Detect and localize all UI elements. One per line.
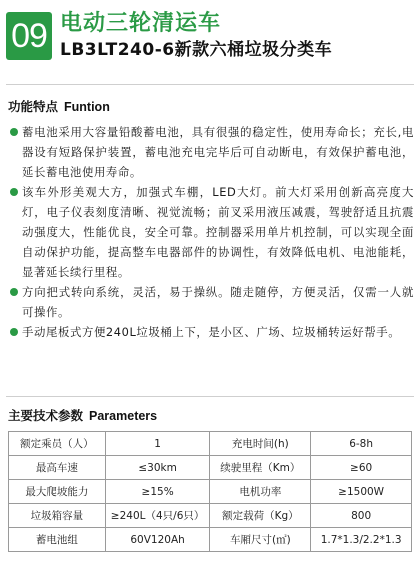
feature-text: 手动尾板式方便240L垃圾桶上下，是小区、广场、垃圾桶转运好帮手。 xyxy=(22,325,401,339)
divider xyxy=(6,84,414,85)
param-label: 续驶里程（Km） xyxy=(210,456,311,480)
feature-item xyxy=(10,182,414,282)
table-row xyxy=(9,480,412,504)
features-list xyxy=(10,122,414,342)
param-label: 最大爬坡能力 xyxy=(9,480,106,504)
param-label: 额定乘员（人） xyxy=(9,432,106,456)
param-label: 蓄电池组 xyxy=(9,528,106,552)
param-value: ≤30km xyxy=(105,456,210,480)
features-heading xyxy=(8,99,110,115)
feature-item xyxy=(10,122,414,182)
bullet-icon xyxy=(10,288,18,296)
param-label: 垃圾箱容量 xyxy=(9,504,106,528)
param-label: 车厢尺寸(㎡) xyxy=(210,528,311,552)
table-row xyxy=(9,432,412,456)
param-value: 1.7*1.3/2.2*1.3 xyxy=(311,528,412,552)
param-value: 6-8h xyxy=(311,432,412,456)
feature-item xyxy=(10,282,414,322)
bullet-icon xyxy=(10,128,18,136)
header xyxy=(6,8,414,64)
param-value: 60V120Ah xyxy=(105,528,210,552)
param-label: 充电时间(h) xyxy=(210,432,311,456)
params-heading-en: Parameters xyxy=(89,409,158,423)
page-title: 电动三轮清运车 xyxy=(60,11,222,36)
feature-text: 该车外形美观大方，加强式车棚，LED大灯。前大灯采用创新高亮度大灯，电子仪表刻度清晰、视觉流畅；前叉采用液压减震，驾驶舒适且抗震动强度大，性能优良，安全可靠。控制器采用单片机控制，可以实现全面自动保护功能，提高整车电器部件的协调性，有效降低电机、电池能耗，显著延长续行里程。 xyxy=(22,185,414,279)
table-row xyxy=(9,528,412,552)
bullet-icon xyxy=(10,188,18,196)
feature-item xyxy=(10,322,414,342)
model-title: LB3LT240-6新款六桶垃圾分类车 xyxy=(60,40,333,60)
bullet-icon xyxy=(10,328,18,336)
param-value: ≥1500W xyxy=(311,480,412,504)
feature-text: 方向把式转向系统，灵活，易于操纵。随走随停，方便灵活，仅需一人就可操作。 xyxy=(22,285,414,319)
params-heading-cn: 主要技术参数 xyxy=(8,408,84,423)
param-label: 电机功率 xyxy=(210,480,311,504)
parameters-table xyxy=(8,431,412,552)
param-value: 800 xyxy=(311,504,412,528)
table-row xyxy=(9,504,412,528)
param-value: ≥60 xyxy=(311,456,412,480)
param-value: ≥15% xyxy=(105,480,210,504)
section-number-badge: 09 xyxy=(6,12,52,60)
param-value: 1 xyxy=(105,432,210,456)
table-row xyxy=(9,456,412,480)
param-label: 额定载荷（Kg） xyxy=(210,504,311,528)
features-heading-en: Funtion xyxy=(64,100,110,114)
param-value: ≥240L（4只/6只） xyxy=(105,504,210,528)
param-label: 最高车速 xyxy=(9,456,106,480)
divider xyxy=(6,396,414,397)
feature-text: 蓄电池采用大容量铅酸蓄电池，具有很强的稳定性，使用寿命长；充长,电器设有短路保护装置，蓄电池充电完毕后可自动断电，有效保护蓄电池，延长蓄电池使用寿命。 xyxy=(22,125,414,179)
params-heading xyxy=(8,408,157,424)
features-heading-cn: 功能特点 xyxy=(8,99,59,114)
